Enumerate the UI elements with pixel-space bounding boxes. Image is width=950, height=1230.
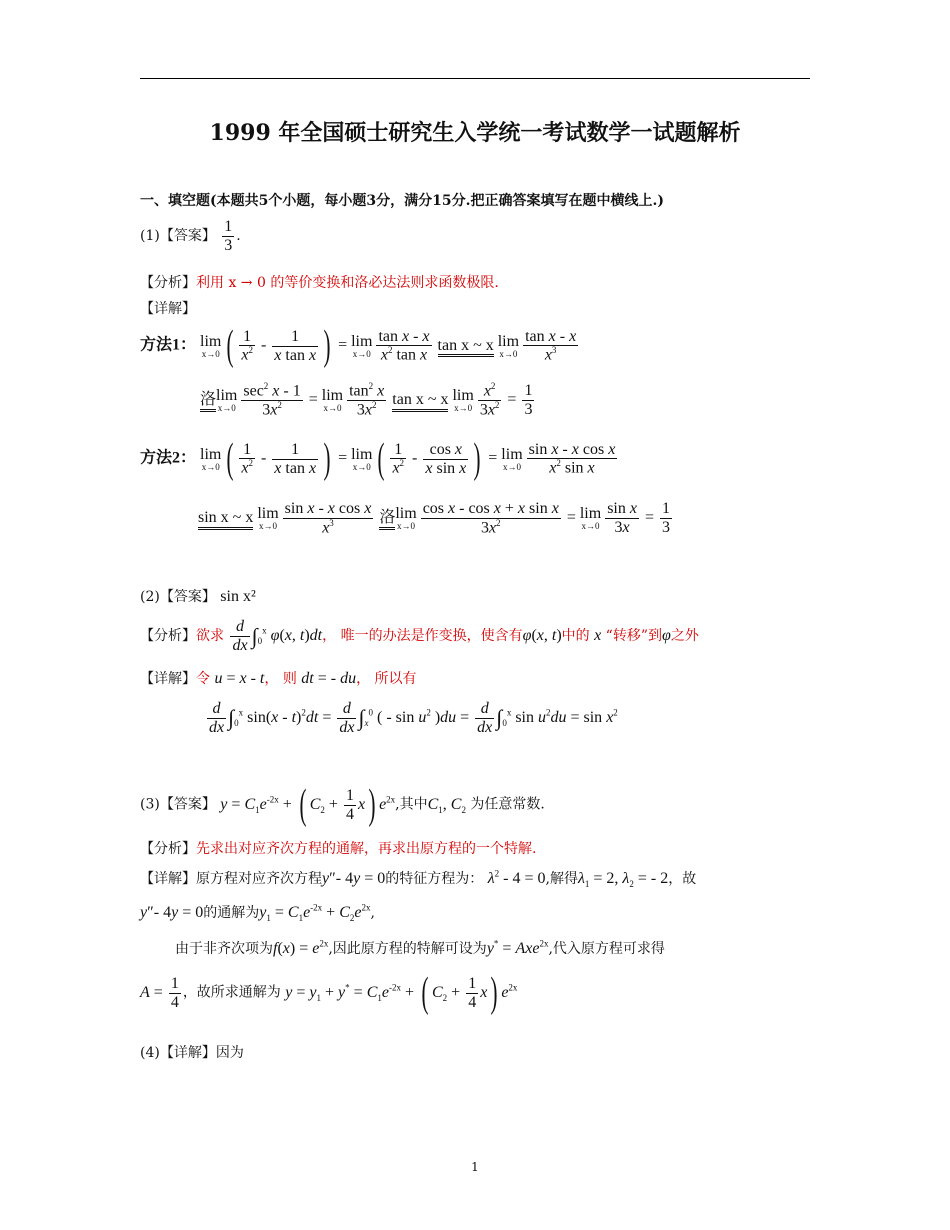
- q1-method1-line1: 方法1： lim x→0 ( $\frac{1}{x^2}$ - $\frac{1}{\text{x tan x}}$ ) = lim x→0 $\frac{\text{tan x - x}}{x^2 \tan x}$ tan x ~ x lim x→0 $\frac{\text{tan x - x}}{x^3}$: [140, 323, 577, 369]
- q2-equation: $\frac{d}{dx}$ $\int_0^x$ sin(x - t)$^2$dt = $\frac{d}{dx}$ $\int_x^0$ ( - $\sin u^2$ )du = $\frac{d}{dx}$ $\int_0^x$ $\sin u^2du = \sin x^2$: [209, 700, 618, 736]
- q3-detail-2: y″- 4y = 0的通解为$y_1 = C_1e^{-2x} + C_2e^{2x}$,: [140, 902, 375, 924]
- q1-detail-label: 【详解】: [140, 301, 196, 317]
- q1-method2-line2: sin x ~ x lim x→0 $\frac{\text{sin x - x cos x}}{x^3}$ 洛lim x→0 $\frac{\text{cos x - cos x + x sin x}}{3x^2}$ = lim x→0 $\frac{\text{sin x}}{3x}$ = $\frac{1}{3}$: [198, 500, 670, 536]
- q2-detail: 【详解】令 u = x - t， 则 dt = - du， 所以有: [140, 670, 417, 687]
- q2-answer: (2)【答案】 sin x²: [140, 588, 256, 605]
- q1-analysis: 【分析】利用 x → 0 的等价变换和洛必达法则求函数极限.: [140, 275, 499, 291]
- q1-method2-line1: 方法2： lim x→0 ( $\frac{1}{x^2}$ - $\frac{1}{\text{x tan x}}$ ) = lim x→0 ( $\frac{1}{x^2}$ - $\frac{\text{cos x}}{\text{x sin x}}$ ) = lim x→0 $\frac{\text{sin x - x cos x}}{x^2 \sin x}$: [140, 436, 616, 482]
- q2-analysis: 【分析】欲求 $\frac{d}{dx}$ $\int_0^x$ φ(x, t)dt， 唯一的办法是作变换，使含有φ(x, t)中的 x “转移”到φ之外: [140, 618, 699, 654]
- q3-answer: (3)【答案】 $y = C_1e^{-2x}$ + ( $C_2$ + $\frac{1}{4}$ x) $e^{2x}$,其中$C_1$, $C_2$ 为任意常数.: [140, 782, 545, 828]
- q3-detail-4: A = $\frac{1}{4}$ ，故所求通解为 $y = y_1 + y^* = C_1e^{-2x}$ + ( $C_2$ + $\frac{1}{4}$ x) $e^{2x}$: [140, 970, 518, 1016]
- section-heading: 一、填空题(本题共5个小题，每小题3分，满分15分.把正确答案填写在题中横线上.): [140, 193, 664, 209]
- q1-answer-fraction: $\frac{1}{3}$: [224, 218, 233, 254]
- q3-analysis: 【分析】先求出对应齐次方程的通解，再求出原方程的一个特解.: [140, 841, 537, 857]
- q3-detail-3: 由于非齐次项为$f(x) = e^{2x}$,因此原方程的特解可设为y* = Axe$^{2x}$,代入原方程可求得: [175, 938, 665, 957]
- q3-detail-1: 【详解】原方程对应齐次方程y″- 4y = 0的特征方程为： $\lambda^2 - 4 = 0$,解得$\lambda_1 = 2$, $\lambda_2$ = - 2，故: [140, 868, 697, 890]
- q1-answer: (1)【答案】 $\frac{1}{3}$ .: [140, 218, 241, 254]
- q4-detail: (4)【详解】因为: [140, 1045, 244, 1061]
- page-title: 1999 年全国硕士研究生入学统一考试数学一试题解析: [209, 120, 741, 146]
- q1-method1-line2: 洛lim x→0 $\frac{\sec^2 x - 1}{3x^2}$ = lim x→0 $\frac{\tan^2 x}{3x^2}$ tan x ~ x lim x→0 $\frac{x^2}{3x^2}$ = $\frac{1}{3}$: [200, 381, 533, 419]
- page-number: 1: [471, 1160, 479, 1174]
- header-rule: [140, 78, 810, 79]
